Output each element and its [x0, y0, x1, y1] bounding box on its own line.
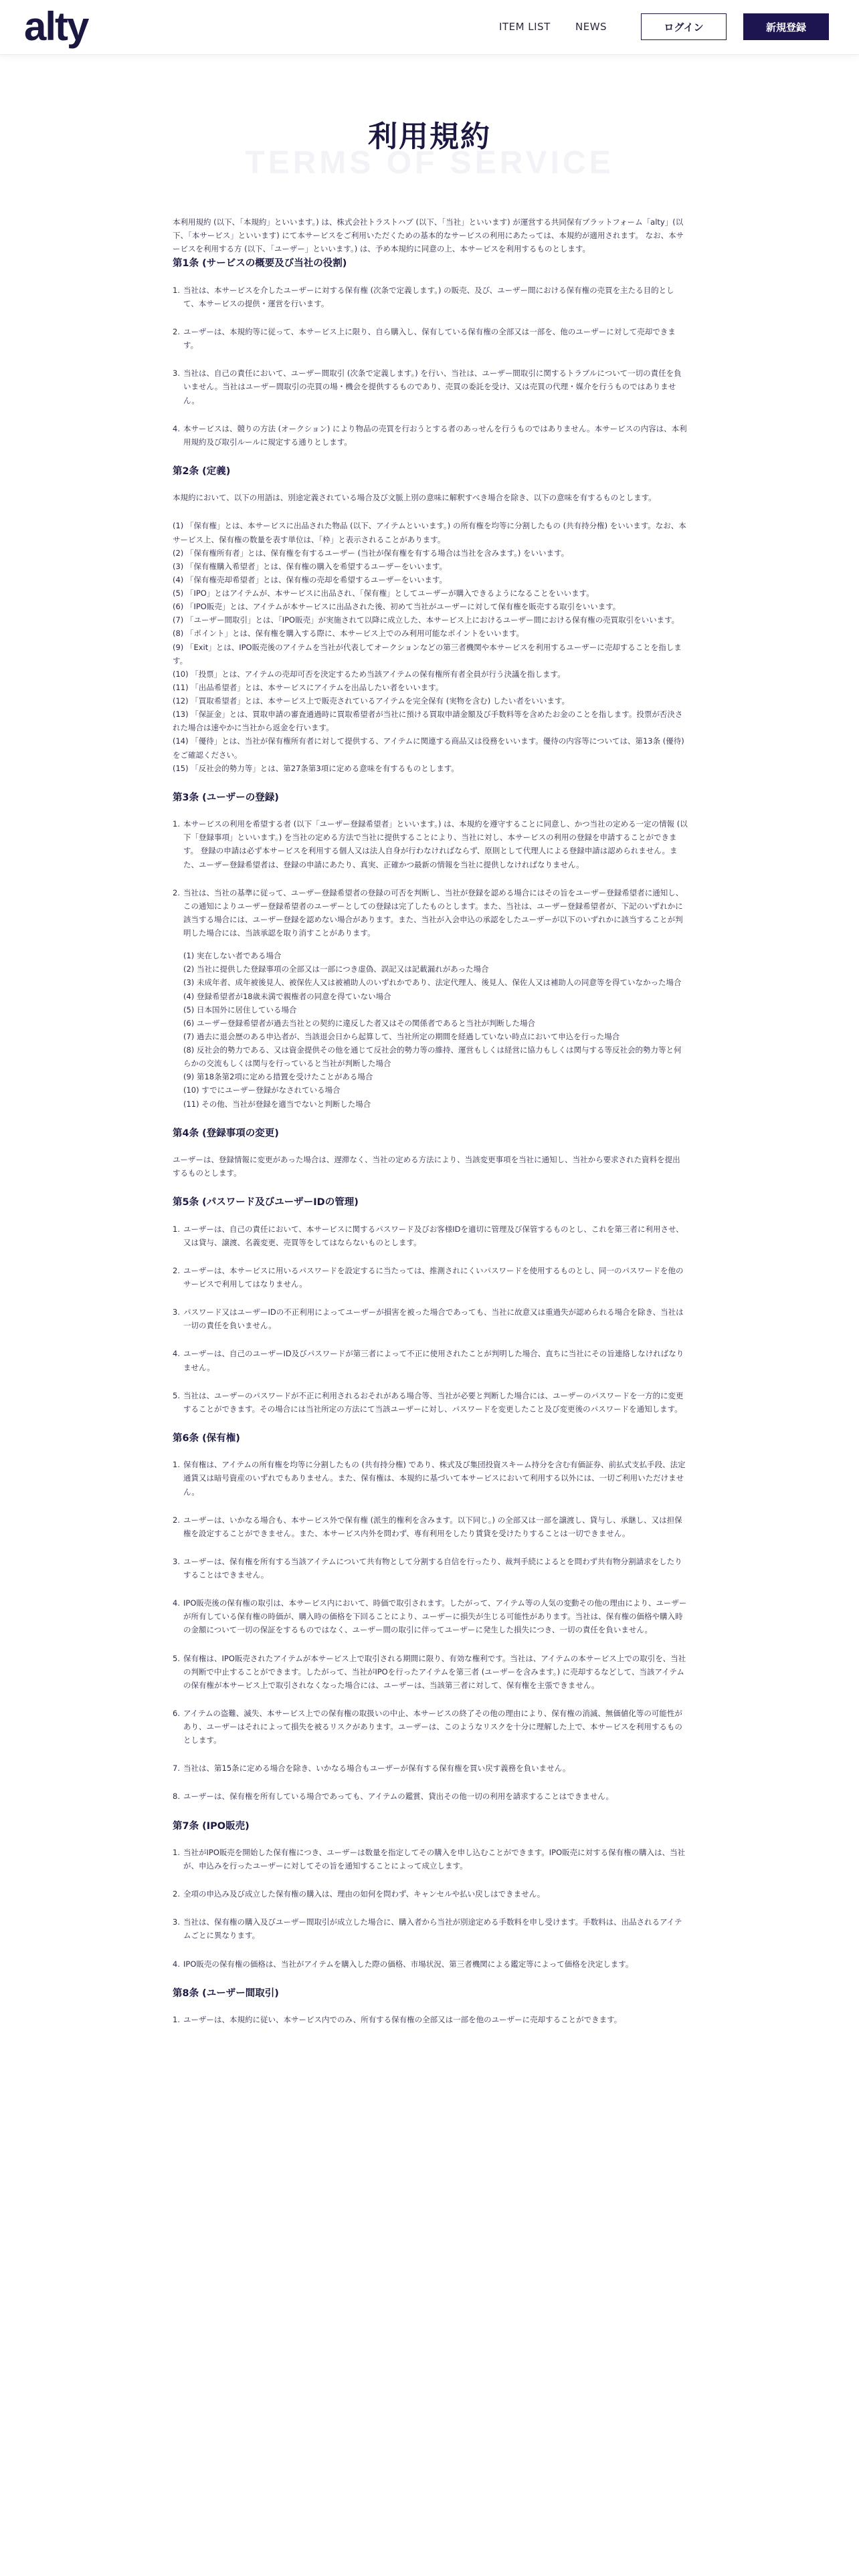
terms-section [173, 1818, 688, 1971]
sub-list-item: (2) 当社に提供した登録事項の全部又は一部につき虚偽、誤記又は記載漏れがあった場合 [183, 964, 489, 974]
definition-item: (6) 「IPO販売」とは、アイテムが本サービスに出品された後、初めて当社がユーザーに対して保有権を販売する取引をいいます。 [173, 602, 621, 612]
section-lead: 本規約において、以下の用語は、別途定義されている場合及び文脈上別の意味に解釈すべき場合を除き、以下の意味を有するものとします。 [173, 493, 656, 503]
list-item-text: 本サービスの利用を希望する者 (以下「ユーザー登録希望者」といいます。) は、本規約を遵守することに同意し、かつ当社の定める一定の情報 (以下「登録事項」といいます。) を当社の定める方法で当社に提供することにより、当社に対し、本サービスの利用の登録を申請することができます。 登録の申請は必ず本サービスを利用する個人又は法人自身が行わなければならず、原則として代理人による登録申請は認められません。また、ユーザー登録希望者は、登録の申請にあたり、真実、正確かつ最新の情報を当社に提供しなければなりません。 [183, 819, 688, 869]
list-item-text: パスワード又はユーザーIDの不正利用によってユーザーが損害を被った場合であっても、当社に故意又は重過失が認められる場合を除き、当社は一切の責任を負いません。 [183, 1307, 684, 1331]
list-item [173, 1347, 688, 1374]
list-number: 2. [173, 1515, 180, 1525]
definition-list [173, 519, 688, 774]
list-number: 1. [173, 285, 180, 295]
section-title: 第2条 (定義) [173, 465, 231, 477]
definition-item: (10) 「投票」とは、アイテムの売却可否を決定するため当該アイテムの保有権所有者全員が行う決議を指します。 [173, 669, 565, 679]
terms-section [173, 790, 688, 1111]
section-lead: ユーザーは、登録情報に変更があった場合は、遅滞なく、当社の定める方法により、当該変更事項を当社に通知し、当社から要求された資料を提出するものとします。 [173, 1155, 680, 1178]
sub-list-item: (3) 未成年者、成年被後見人、被保佐人又は被補助人のいずれかであり、法定代理人、後見人、保佐人又は補助人の同意等を得ていなかった場合 [183, 978, 682, 988]
list-item-text: 当社は、第15条に定める場合を除き、いかなる場合もユーザーが保有する保有権を買い戻す義務を負いません。 [183, 1763, 571, 1774]
list-item [173, 1915, 688, 1942]
list-item-text: ユーザーは、本サービスに用いるパスワードを設定するに当たっては、推測されにくいパスワードを使用するものとし、同一のパスワードを他のサービスで利用してはなりません。 [183, 1265, 684, 1289]
nav-item-list[interactable]: ITEM LIST [499, 21, 551, 33]
nav-news[interactable]: NEWS [575, 21, 607, 33]
list-item [173, 366, 688, 407]
definition-item: (13) 「保証金」とは、買取申請の審査通過時に買取希望者が当社に預ける買取申請金額及び手数料等を含めたお金のことを指します。投票が否決された場合は速やかに当社から返金を行います。 [173, 710, 683, 733]
hero [0, 112, 859, 181]
list-item [173, 1887, 688, 1901]
list-number: 4. [173, 423, 180, 433]
definition-item: (14) 「優待」とは、当社が保有権所有者に対して提供する、アイテムに関連する商品又は役務をいいます。優待の内容等については、第13条 (優待) をご確認ください。 [173, 736, 684, 760]
list-item-text: ユーザーは、本規約に従い、本サービス内でのみ、所有する保有権の全部又は一部を他のユーザーに売却することができます。 [183, 2015, 622, 2024]
section-title: 第3条 (ユーザーの登録) [173, 792, 279, 803]
list-item [173, 1555, 688, 1582]
list-item [173, 1513, 688, 1540]
terms-content [173, 215, 688, 2041]
definition-item: (2) 「保有権所有者」とは、保有権を有するユーザー (当社が保有権を有する場合は当社を含みます。) をいいます。 [173, 548, 569, 558]
terms-section [173, 1194, 688, 1416]
section-title: 第6条 (保有権) [173, 1432, 240, 1444]
list-item-text: 当社は、保有権の購入及びユーザー間取引が成立した場合に、購入者から当社が別途定める手数料を申し受けます。手数料は、出品されるアイテムごとに異なります。 [183, 1917, 682, 1941]
list-number: 5. [173, 1390, 180, 1400]
list-item-text: 保有権は、アイテムの所有権を均等に分割したもの (共有持分権) であり、株式及び集団投資スキーム持分を含む有価証券、前払式支払手段、法定通貨又は暗号資産のいずれでもありません。また、保有権は、本規約に基づいて本サービスにおいて利用する以外には、一切ご利用いただけません。 [183, 1460, 686, 1497]
list-item-text: ユーザーは、いかなる場合も、本サービス外で保有権 (派生的権利を含みます。以下同じ。) の全部又は一部を譲渡し、貸与し、承継し、又は担保権を設定することができません。また、本サービス内外を問わず、専有利用をしたり賃貸を受けたりすることは一切できません。 [183, 1515, 682, 1538]
list-item-text: ユーザーは、保有権を所有している場合であっても、アイテムの鑑賞、貸出その他一切の利用を請求することはできません。 [183, 1792, 613, 1802]
list-number: 4. [173, 1959, 180, 1969]
terms-section [173, 463, 688, 775]
sub-list-item: (1) 実在しない者である場合 [183, 951, 282, 961]
list-number: 3. [173, 1307, 180, 1317]
list-item-text: ユーザーは、自己のユーザーID及びパスワードが第三者によって不正に使用されたことが判明した場合、直ちに当社にその旨連絡しなければなりません。 [183, 1349, 684, 1372]
numbered-list [173, 1458, 688, 1803]
intro-paragraph: 本利用規約 (以下、「本規約」といいます。) は、株式会社トラストハブ (以下、「当社」といいます) が運営する共同保有プラットフォーム「alty」(以下、「本サービス」といいます) にて本サービスをご利用いただくための基本的なサービスの利用にあたっては、本規約が適用されます。 なお、本サービスを利用する方 (以下、「ユーザー」といいます。) は、予め本規約に同意の上、本サービスを利用するものとします。 [173, 217, 684, 254]
numbered-list [173, 817, 688, 1111]
list-item [173, 325, 688, 352]
list-item-text: 当社がIPO販売を開始した保有権につき、ユーザーは数量を指定してその購入を申し込むことができます。IPO販売に対する保有権の購入は、当社が、申込みを行ったユーザーに対してその旨を通知することによって成立します。 [183, 1847, 686, 1870]
definition-item: (5) 「IPO」とはアイテムが、本サービスに出品され、「保有権」としてユーザーが購入できるようになることをいいます。 [173, 588, 594, 598]
list-item-text: ユーザーは、保有権を所有する当該アイテムについて共有物として分割する自信を行ったり、裁判手続によるとを問わず共有物分割請求をしたりすることはできません。 [183, 1556, 682, 1580]
definition-item: (12) 「買取希望者」とは、本サービス上で販売されているアイテムを完全保有 (実物を含む) したい者をいいます。 [173, 696, 570, 706]
sub-list-item: (11) その他、当社が登録を適当でないと判断した場合 [183, 1099, 371, 1109]
list-number: 3. [173, 368, 180, 379]
list-item-text: 当社は、本サービスを介したユーザーに対する保有権 (次条で定義します。) の販売、及び、ユーザー間における保有権の売買を主たる目的として、本サービスの提供・運営を行います。 [183, 285, 674, 308]
numbered-list [173, 284, 688, 449]
list-item-text: 本サービスは、競りの方法 (オークション) により物品の売買を行おうとする者のあっせんを行うものではありません。本サービスの内容は、本利用規約及び取引ルールに規定する通りとします。 [183, 423, 687, 447]
list-item [173, 1596, 688, 1636]
list-number: 1. [173, 1460, 180, 1470]
sub-list-item: (8) 反社会的勢力である、又は資金提供その他を通じて反社会的勢力等の維持、運営もしくは経営に協力もしくは関与する等反社会的勢力等と何らかの交流もしくは関与を行っていると当社が判断した場合 [183, 1045, 682, 1069]
list-item-text: アイテムの盗難、滅失、本サービス上での保有権の取扱いの中止、本サービスの終了その他の理由により、保有権の消滅、無価値化等の可能性があり、ユーザーはそれによって損失を被るリスクがあります。ユーザーは、このようなリスクを十分に理解した上で、本サービスを利用するものとします。 [183, 1708, 682, 1745]
list-item-text: IPO販売の保有権の価格は、当社がアイテムを購入した際の価格、市場状況、第三者機関による鑑定等によって価格を決定します。 [183, 1959, 634, 1969]
list-item [173, 1222, 688, 1249]
signup-button[interactable]: 新規登録 [743, 13, 829, 40]
definition-item: (1) 「保有権」とは、本サービスに出品された物品 (以下、アイテムといいます。) の所有権を均等に分割したもの (共有持分権) をいいます。なお、本サービス上、保有権の数量を表す単位は、「枠」と表示されることがあります。 [173, 521, 686, 544]
sub-list-item: (6) ユーザー登録希望者が過去当社との契約に違反した者又はその関係者であると当社が判断した場合 [183, 1018, 535, 1028]
list-item [173, 2013, 688, 2026]
list-item [173, 1389, 688, 1416]
sub-list-item: (5) 日本国外に居住している場合 [183, 1004, 297, 1014]
numbered-list [173, 2013, 688, 2026]
page-title: 利用規約 [368, 120, 491, 154]
list-item-text: IPO販売後の保有権の取引は、本サービス内において、時価で取引されます。したがって、アイテム等の人気の変動その他の理由により、ユーザーが所有している保有権の時価が、購入時の価格を下回ることにより、ユーザーに損失が生じる可能性があります。当社は、保有権の価格や購入時の金額について一切の保証をするものではなく、ユーザー間の取引に伴ってユーザーに発生した損失につき、一切の責任を負いません。 [183, 1598, 687, 1635]
list-item [173, 1790, 688, 1803]
terms-section [173, 255, 688, 449]
list-number: 4. [173, 1598, 180, 1608]
list-number: 2. [173, 1265, 180, 1275]
list-item-text: ユーザーは、自己の責任において、本サービスに関するパスワード及びお客様IDを適切に管理及び保管するものとし、これを第三者に利用させ、又は貸与、譲渡、名義変更、売買等をしてはならないものとします。 [183, 1224, 684, 1247]
list-number: 1. [173, 1224, 180, 1234]
terms-section [173, 1430, 688, 1804]
list-item [173, 1305, 688, 1332]
numbered-list [173, 1222, 688, 1416]
section-title: 第5条 (パスワード及びユーザーIDの管理) [173, 1197, 359, 1208]
list-number: 2. [173, 1889, 180, 1899]
list-item [173, 1458, 688, 1498]
list-item [173, 886, 688, 1111]
section-title: 第4条 (登録事項の変更) [173, 1128, 279, 1139]
definition-item: (4) 「保有権売却希望者」とは、保有権の売却を希望するユーザーをいいます。 [173, 574, 448, 584]
list-item-text: 保有権は、IPO販売されたアイテムが本サービス上で取引される期間に限り、有効な権利です。当社は、アイテムの本サービス上での取引を、当社の判断で中止することができます。したがって、当社がIPOを行ったアイテムを第三者 (ユーザーを含みます。) に売却するなどして、当該アイテムの保有権が本サービス上で取引されなくなった場合には、ユーザーは、当該第三者に対して、保有権を主張できません。 [183, 1653, 686, 1690]
list-item-text: 当社は、自己の責任において、ユーザー間取引 (次条で定義します。) を行い、当社は、ユーザー間取引に関するトラブルについて一切の責任を負いません。当社はユーザー間取引の売買の場・機会を提供するものであり、売買の委託を受け、又は売買の代理・媒介を行うものではありません。 [183, 368, 682, 405]
terms-section [173, 1125, 688, 1180]
terms-section [173, 1985, 688, 2027]
list-item-text: 当社は、ユーザーのパスワードが不正に利用されるおそれがある場合等、当社が必要と判断した場合には、ユーザーのパスワードを一方的に変更することができます。その場合には当社所定の方法にて当該ユーザーに対し、パスワードを変更したこと及び変更後のパスワードを通知します。 [183, 1390, 684, 1414]
list-item [173, 1652, 688, 1692]
list-item-text: 当社は、当社の基準に従って、ユーザー登録希望者の登録の可否を判断し、当社が登録を認める場合にはその旨をユーザー登録希望者に通知し、この通知によりユーザー登録希望者のユーザーとしての登録は完了したものとします。また、当社は、ユーザー登録希望者が、下記のいずれかに該当する場合には、ユーザー登録を認めない場合があります。また、当社が入会申込の承認をしたユーザーが以下のいずれかに該当することが判明した場合には、当該承認を取り消すことがあります。 [183, 887, 684, 938]
definition-item: (3) 「保有権購入希望者」とは、保有権の購入を希望するユーザーをいいます。 [173, 561, 448, 571]
definition-item: (11) 「出品希望者」とは、本サービスにアイテムを出品したい者をいいます。 [173, 682, 444, 692]
list-item [173, 1846, 688, 1872]
list-number: 2. [173, 327, 180, 336]
list-item [173, 422, 688, 449]
list-number: 6. [173, 1708, 180, 1718]
login-button[interactable]: ログイン [641, 13, 727, 40]
sub-list [183, 949, 688, 1111]
definition-item: (7) 「ユーザー間取引」とは、「IPO販売」が実施されて以降に成立した、本サービス上におけるユーザー間における保有権の売買取引をいいます。 [173, 615, 680, 625]
sub-list-item: (4) 登録希望者が18歳未満で親権者の同意を得ていない場合 [183, 991, 391, 1001]
section-title: 第1条 (サービスの概要及び当社の役割) [173, 258, 347, 270]
section-title: 第8条 (ユーザー間取引) [173, 1988, 279, 1999]
numbered-list [173, 1846, 688, 1971]
section-title: 第7条 (IPO販売) [173, 1820, 250, 1832]
list-number: 1. [173, 819, 180, 829]
site-header [0, 0, 859, 55]
list-number: 5. [173, 1653, 180, 1663]
list-item-text: 全項の申込み及び成立した保有権の購入は、理由の如何を問わず、キャンセルや払い戻しはできません。 [183, 1889, 545, 1899]
list-number: 3. [173, 1556, 180, 1566]
list-item [173, 1957, 688, 1971]
list-number: 7. [173, 1763, 180, 1774]
list-number: 1. [173, 2015, 180, 2024]
list-item [173, 284, 688, 310]
list-item-text: ユーザーは、本規約等に従って、本サービス上に限り、自ら購入し、保有している保有権の全部又は一部を、他のユーザーに対して売却できます。 [183, 327, 676, 350]
sub-list-item: (9) 第18条第2項に定める措置を受けたことがある場合 [183, 1072, 373, 1082]
definition-item: (9) 「Exit」とは、IPO販売後のアイテムを当社が代表してオークションなどの第三者機関や本サービスを利用するユーザーに売却することを指します。 [173, 642, 682, 665]
sub-list-item: (7) 過去に退会歴のある申込者が、当該退会日から起算して、当社所定の期間を経過していない時点において申込を行った場合 [183, 1031, 620, 1041]
list-number: 1. [173, 1847, 180, 1857]
list-item [173, 1707, 688, 1747]
sub-list-item: (10) すでにユーザー登録がなされている場合 [183, 1085, 341, 1095]
list-number: 8. [173, 1792, 180, 1802]
list-number: 4. [173, 1349, 180, 1359]
list-number: 2. [173, 887, 180, 897]
alty-logo[interactable]: alty [24, 4, 88, 49]
hero-background-text: TERMS OF SERVICE [245, 145, 614, 181]
definition-item: (15) 「反社会的勢力等」とは、第27条第3項に定める意味を有するものとします。 [173, 763, 459, 773]
list-item [173, 817, 688, 871]
list-item [173, 1264, 688, 1291]
list-number: 3. [173, 1917, 180, 1927]
list-item [173, 1761, 688, 1775]
definition-item: (8) 「ポイント」とは、保有権を購入する際に、本サービス上でのみ利用可能なポイントをいいます。 [173, 629, 524, 639]
